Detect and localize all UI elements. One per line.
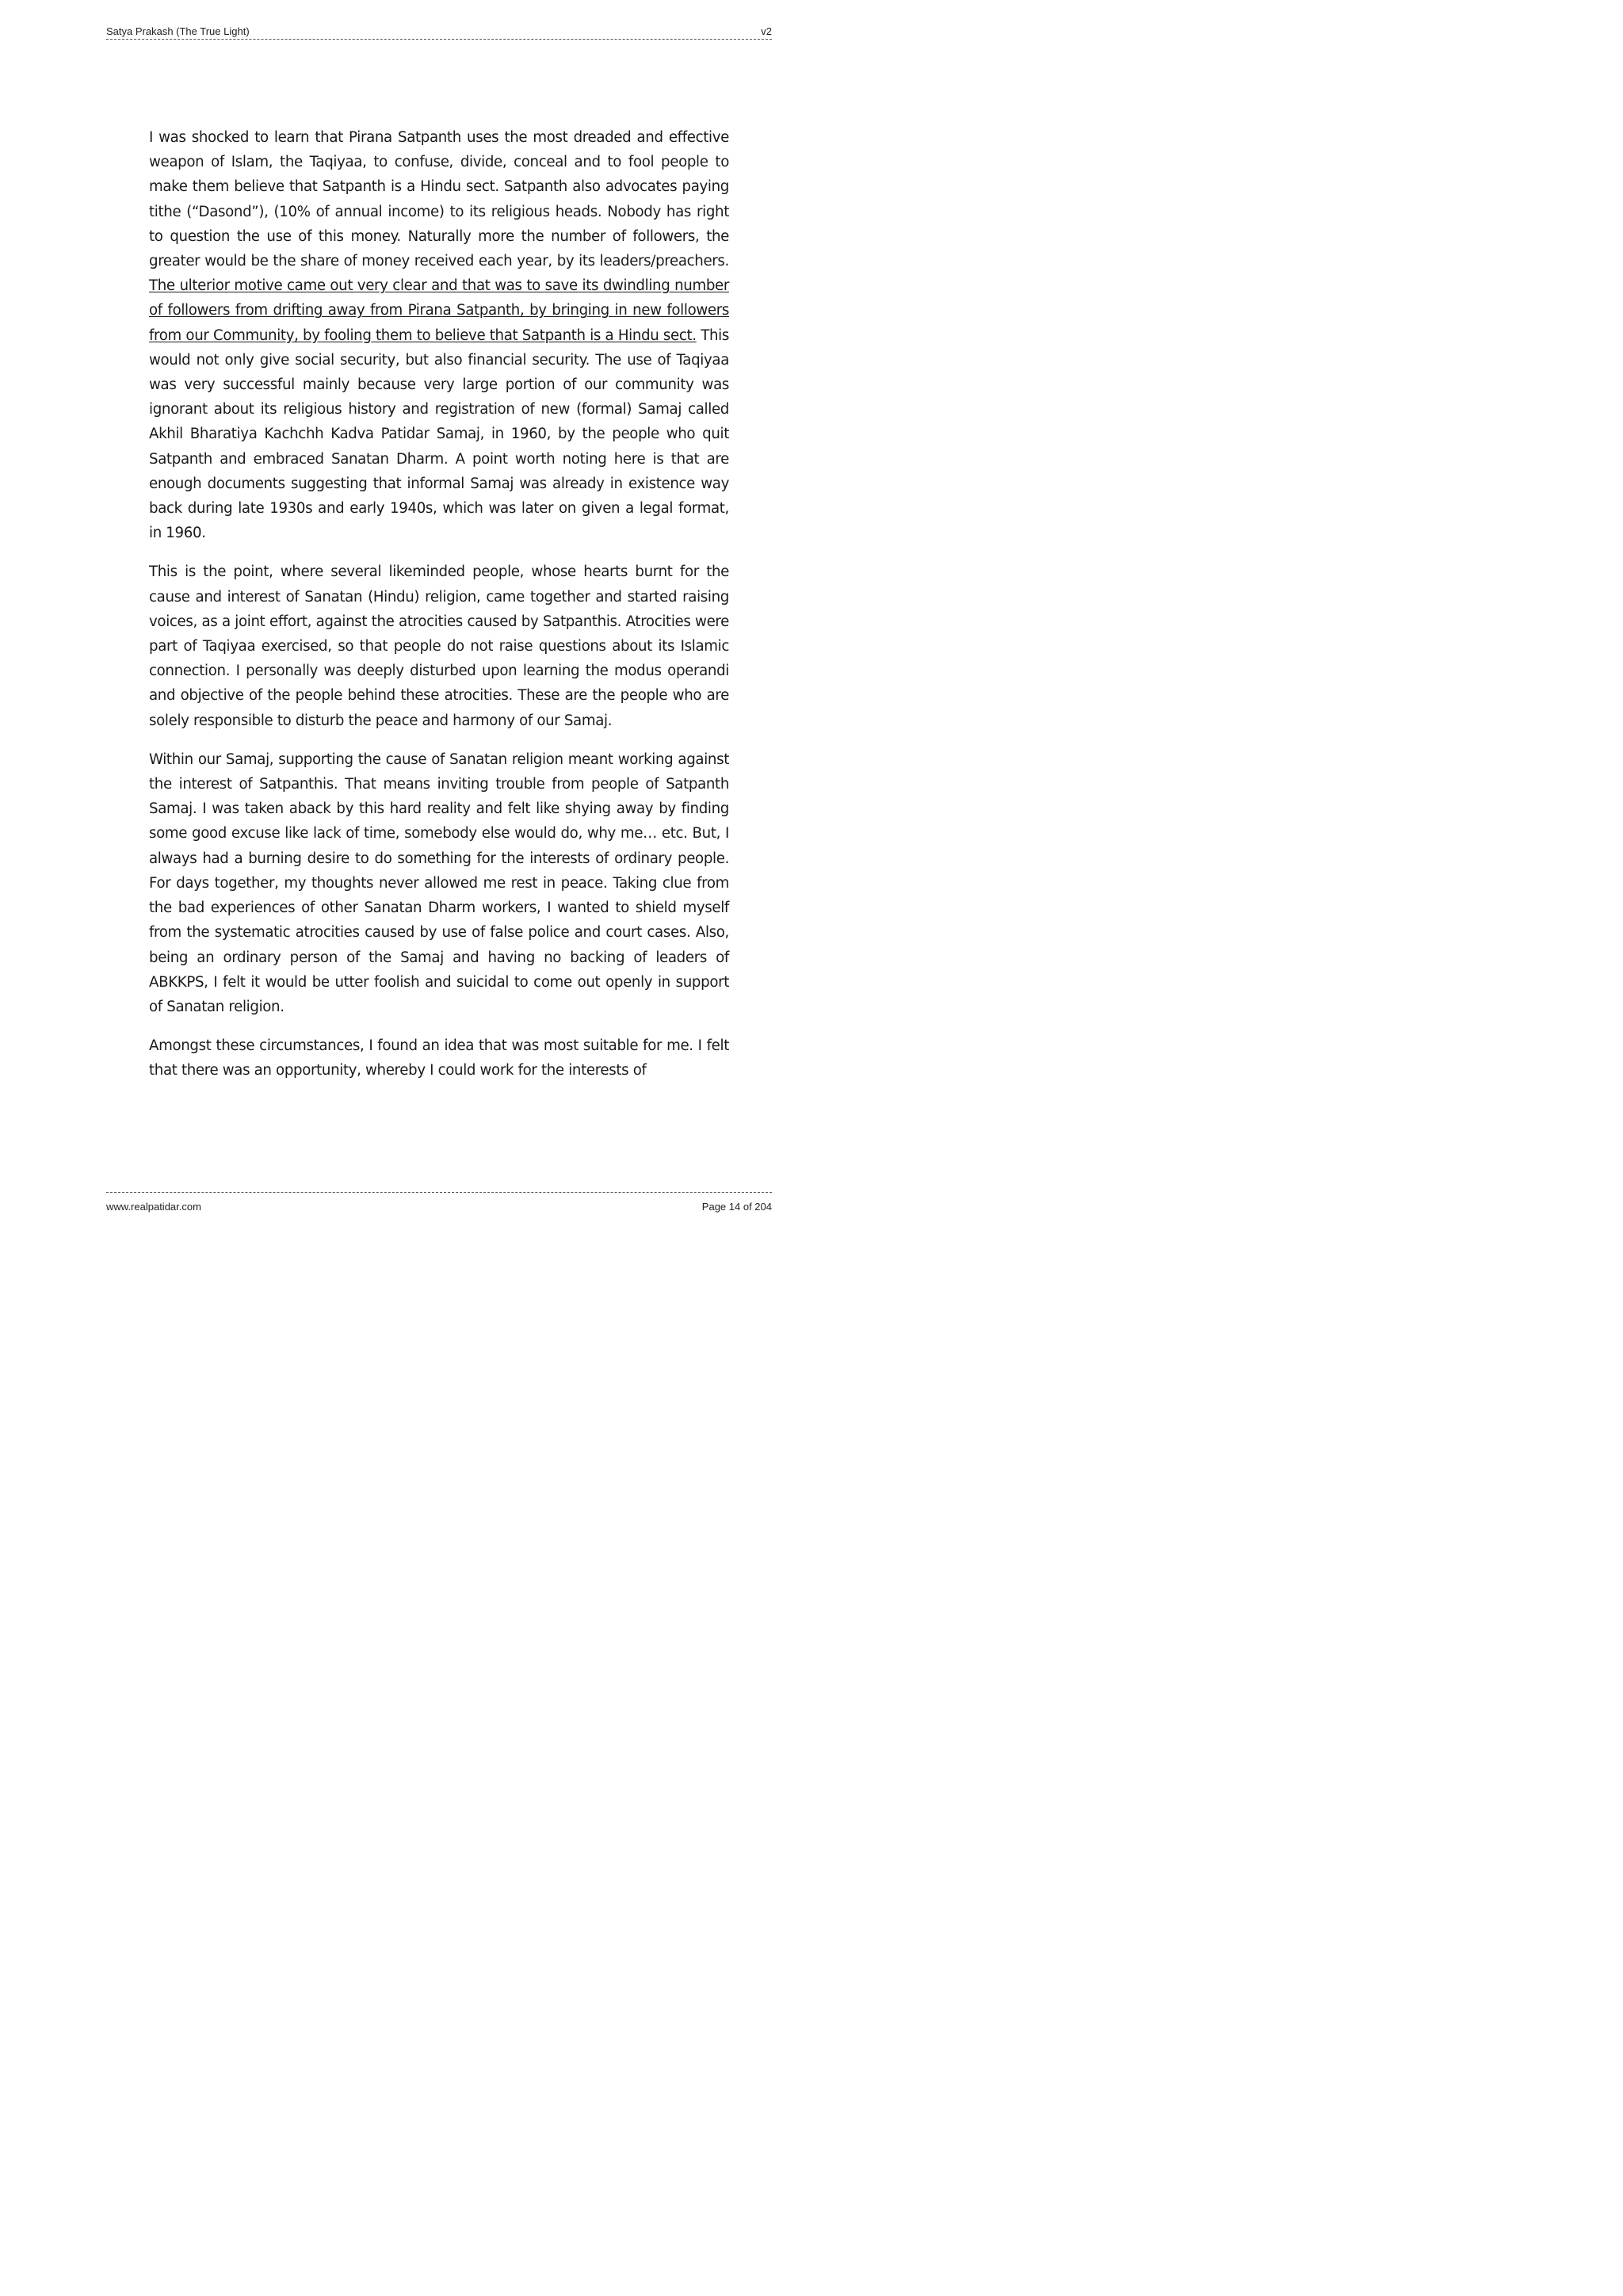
paragraph-3: Within our Samaj, supporting the cause of Sanatan religion meant working against the interest of Satpanthis. That means inviting trouble from people of Satpanth Samaj. I was taken aback by this hard reality and felt like shying away by finding some good excuse like lack of time, somebody else would do, why me… etc. But, I always had a burning desire to do something for the interests of ordinary people. For days together, my thoughts never allowed me rest in peace. Taking clue from the bad experiences of other Sanatan Dharm workers, I wanted to shield myself from the systematic atrocities caused by use of false police and court cases. Also, being an ordinary person of the Samaj and having no backing of leaders of ABKKPS, I felt it would be utter foolish and suicidal to come out openly in support of Sanatan religion. bbox=[149, 751, 729, 1015]
paragraph-2: This is the point, where several likeminded people, whose hearts burnt for the cause and interest of Sanatan (Hindu) religion, came together and started raising voices, as a joint effort, against the atrocities caused by Satpanthis. Atrocities were part of Taqiyaa exercised, so that people do not raise questions about its Islamic connection. I personally was deeply disturbed upon learning the modus operandi and objective of the people behind these atrocities. These are the people who are solely responsible to disturb the peace and harmony of our Samaj. bbox=[149, 563, 729, 729]
page-header bbox=[106, 25, 772, 40]
version-label: v2 bbox=[761, 25, 772, 37]
page-number: Page 14 of 204 bbox=[701, 1201, 772, 1213]
paragraph-1-underlined: The ulterior motive came out very clear and that was to save its dwindling number of followers from drifting away from Pirana Satpanth, by bringing in new followers from our Community, by fooling them to believe that Satpanth is a Hindu sect. bbox=[149, 277, 729, 344]
paragraph-1 bbox=[149, 125, 729, 545]
website-url: www.realpatidar.com bbox=[106, 1201, 201, 1213]
header-divider bbox=[106, 39, 772, 40]
paragraph-1-before: I was shocked to learn that Pirana Satpanth uses the most dreaded and effective weapon of Islam, the Taqiyaa, to confuse, divide, conceal and to fool people to make them believe that Satpanth is a Hindu sect. Satpanth also advocates paying tithe (“Dasond”), (10% of annual income) to its religious heads. Nobody has right to question the use of this money. Naturally more the number of followers, the greater would be the share of money received each year, by its leaders/preachers. bbox=[149, 129, 729, 270]
page-body bbox=[149, 125, 729, 1098]
footer-row bbox=[106, 1201, 772, 1213]
document-title: Satya Prakash (The True Light) bbox=[106, 25, 250, 37]
footer-divider bbox=[106, 1192, 772, 1193]
header-row bbox=[106, 25, 772, 37]
paragraph-1-after: This would not only give social security, but also financial security. The use of Taqiyaa was very successful mainly because very large portion of our community was ignorant about its religious history and registration of new (formal) Samaj called Akhil Bharatiya Kachchh Kadva Patidar Samaj, in 1960, by the people who quit Satpanth and embraced Sanatan Dharm. A point worth noting here is that are enough documents suggesting that informal Samaj was already in existence way back during late 1930s and early 1940s, which was later on given a legal format, in 1960. bbox=[149, 327, 729, 542]
paragraph-4: Amongst these circumstances, I found an idea that was most suitable for me. I felt that there was an opportunity, whereby I could work for the interests of bbox=[149, 1037, 729, 1079]
page-footer bbox=[106, 1190, 772, 1213]
